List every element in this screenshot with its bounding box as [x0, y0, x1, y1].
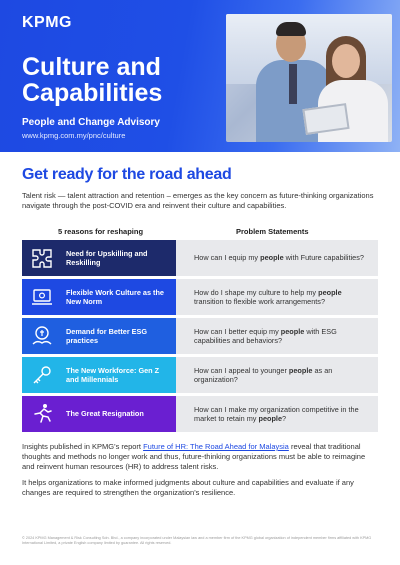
copyright-footer: © 2024 KPMG Management & Risk Consulting Sdn. Bhd., a company incorporated under Malaysian law and a member firm of the KPMG global organization of independent member firms affiliated with KPMG International Limited, a private English company limited by guarantee. All rights reserved. [22, 536, 372, 545]
photo-woman-head [332, 44, 360, 78]
hero-photo [226, 14, 392, 142]
problem-statement [176, 240, 378, 276]
statement-text: How can I equip my [194, 253, 261, 263]
reason-label: Need for Upskilling and Reskilling [66, 248, 148, 267]
laptop-icon [30, 285, 54, 309]
table-row [22, 240, 378, 276]
section-title: Get ready for the road ahead [22, 166, 232, 183]
reasons-header: 5 reasons for reshaping [58, 227, 144, 236]
statement-text: How do I shape my culture to help my [194, 287, 319, 297]
table-row [22, 318, 378, 354]
puzzle-icon [30, 246, 54, 270]
table-row [22, 396, 378, 432]
statement-text: with Future capabilities? [283, 253, 364, 263]
reason-label: Demand for Better ESG practices [66, 326, 148, 345]
hero-banner [0, 0, 400, 152]
statement-text: as an organization? [194, 365, 333, 384]
insights-text: Insights published in KPMG's report [22, 442, 144, 451]
reason-label: The New Workforce: Gen Z and Millennials [66, 365, 160, 384]
problem-statement [176, 357, 378, 393]
photo-tie [289, 64, 297, 104]
problem-statement [176, 318, 378, 354]
reason-cell [22, 279, 176, 315]
photo-man-hair [276, 22, 306, 36]
hero-title: Culture and Capabilities [22, 53, 163, 107]
reason-label: Flexible Work Culture as the New Norm [66, 287, 164, 306]
intro-paragraph: Talent risk — talent attraction and retention – emerges as the key concern as future-thinking organizations navigate through the post-COVID era and reinvent their culture and capabilities. [22, 191, 374, 210]
statement-text: How can I better equip my [194, 326, 281, 336]
esg-icon [30, 324, 54, 348]
statement-text: ? [282, 414, 287, 423]
hero-url-link[interactable]: www.kpmg.com.my/pnc/culture [22, 131, 126, 140]
report-link[interactable]: Future of HR: The Road Ahead for Malaysia [143, 442, 289, 451]
reason-cell [22, 240, 176, 276]
statement-bold: people [318, 287, 342, 297]
statement-text: How can I appeal to younger [194, 365, 289, 375]
hero-subtitle: People and Change Advisory [22, 117, 160, 128]
statement-bold: people [288, 365, 313, 375]
insights-text: reveal that traditional thoughts and methods no longer work and thus, future-thinking organizations must be able to reimagine and reinvent human resources (HR) to address talent risks. [22, 442, 366, 471]
resilience-paragraph: It helps organizations to make informed judgments about culture and capabilities and evaluate if any changes are required to strengthen the organization's resilience. [22, 478, 354, 497]
table-row [22, 279, 378, 315]
problem-statement [176, 279, 378, 315]
reason-cell [22, 318, 176, 354]
reason-cell [22, 396, 176, 432]
table-row [22, 357, 378, 393]
problem-statements-header: Problem Statements [236, 227, 309, 236]
problem-statement [176, 396, 378, 432]
statement-bold: people [258, 414, 282, 423]
statement-bold: people [260, 253, 284, 263]
reason-label: The Great Resignation [66, 409, 144, 419]
statement-text: with ESG capabilities and behaviors? [194, 326, 337, 345]
statement-bold: people [280, 326, 305, 336]
statement-text: How can I make my organization competitive in the market to retain my [194, 404, 359, 423]
insights-paragraph [22, 442, 378, 472]
key-icon [30, 363, 54, 387]
running-person-icon [30, 402, 54, 426]
kpmg-logo: KPMG [22, 14, 72, 31]
statement-text: transition to flexible work arrangements? [194, 297, 326, 306]
reason-cell [22, 357, 176, 393]
